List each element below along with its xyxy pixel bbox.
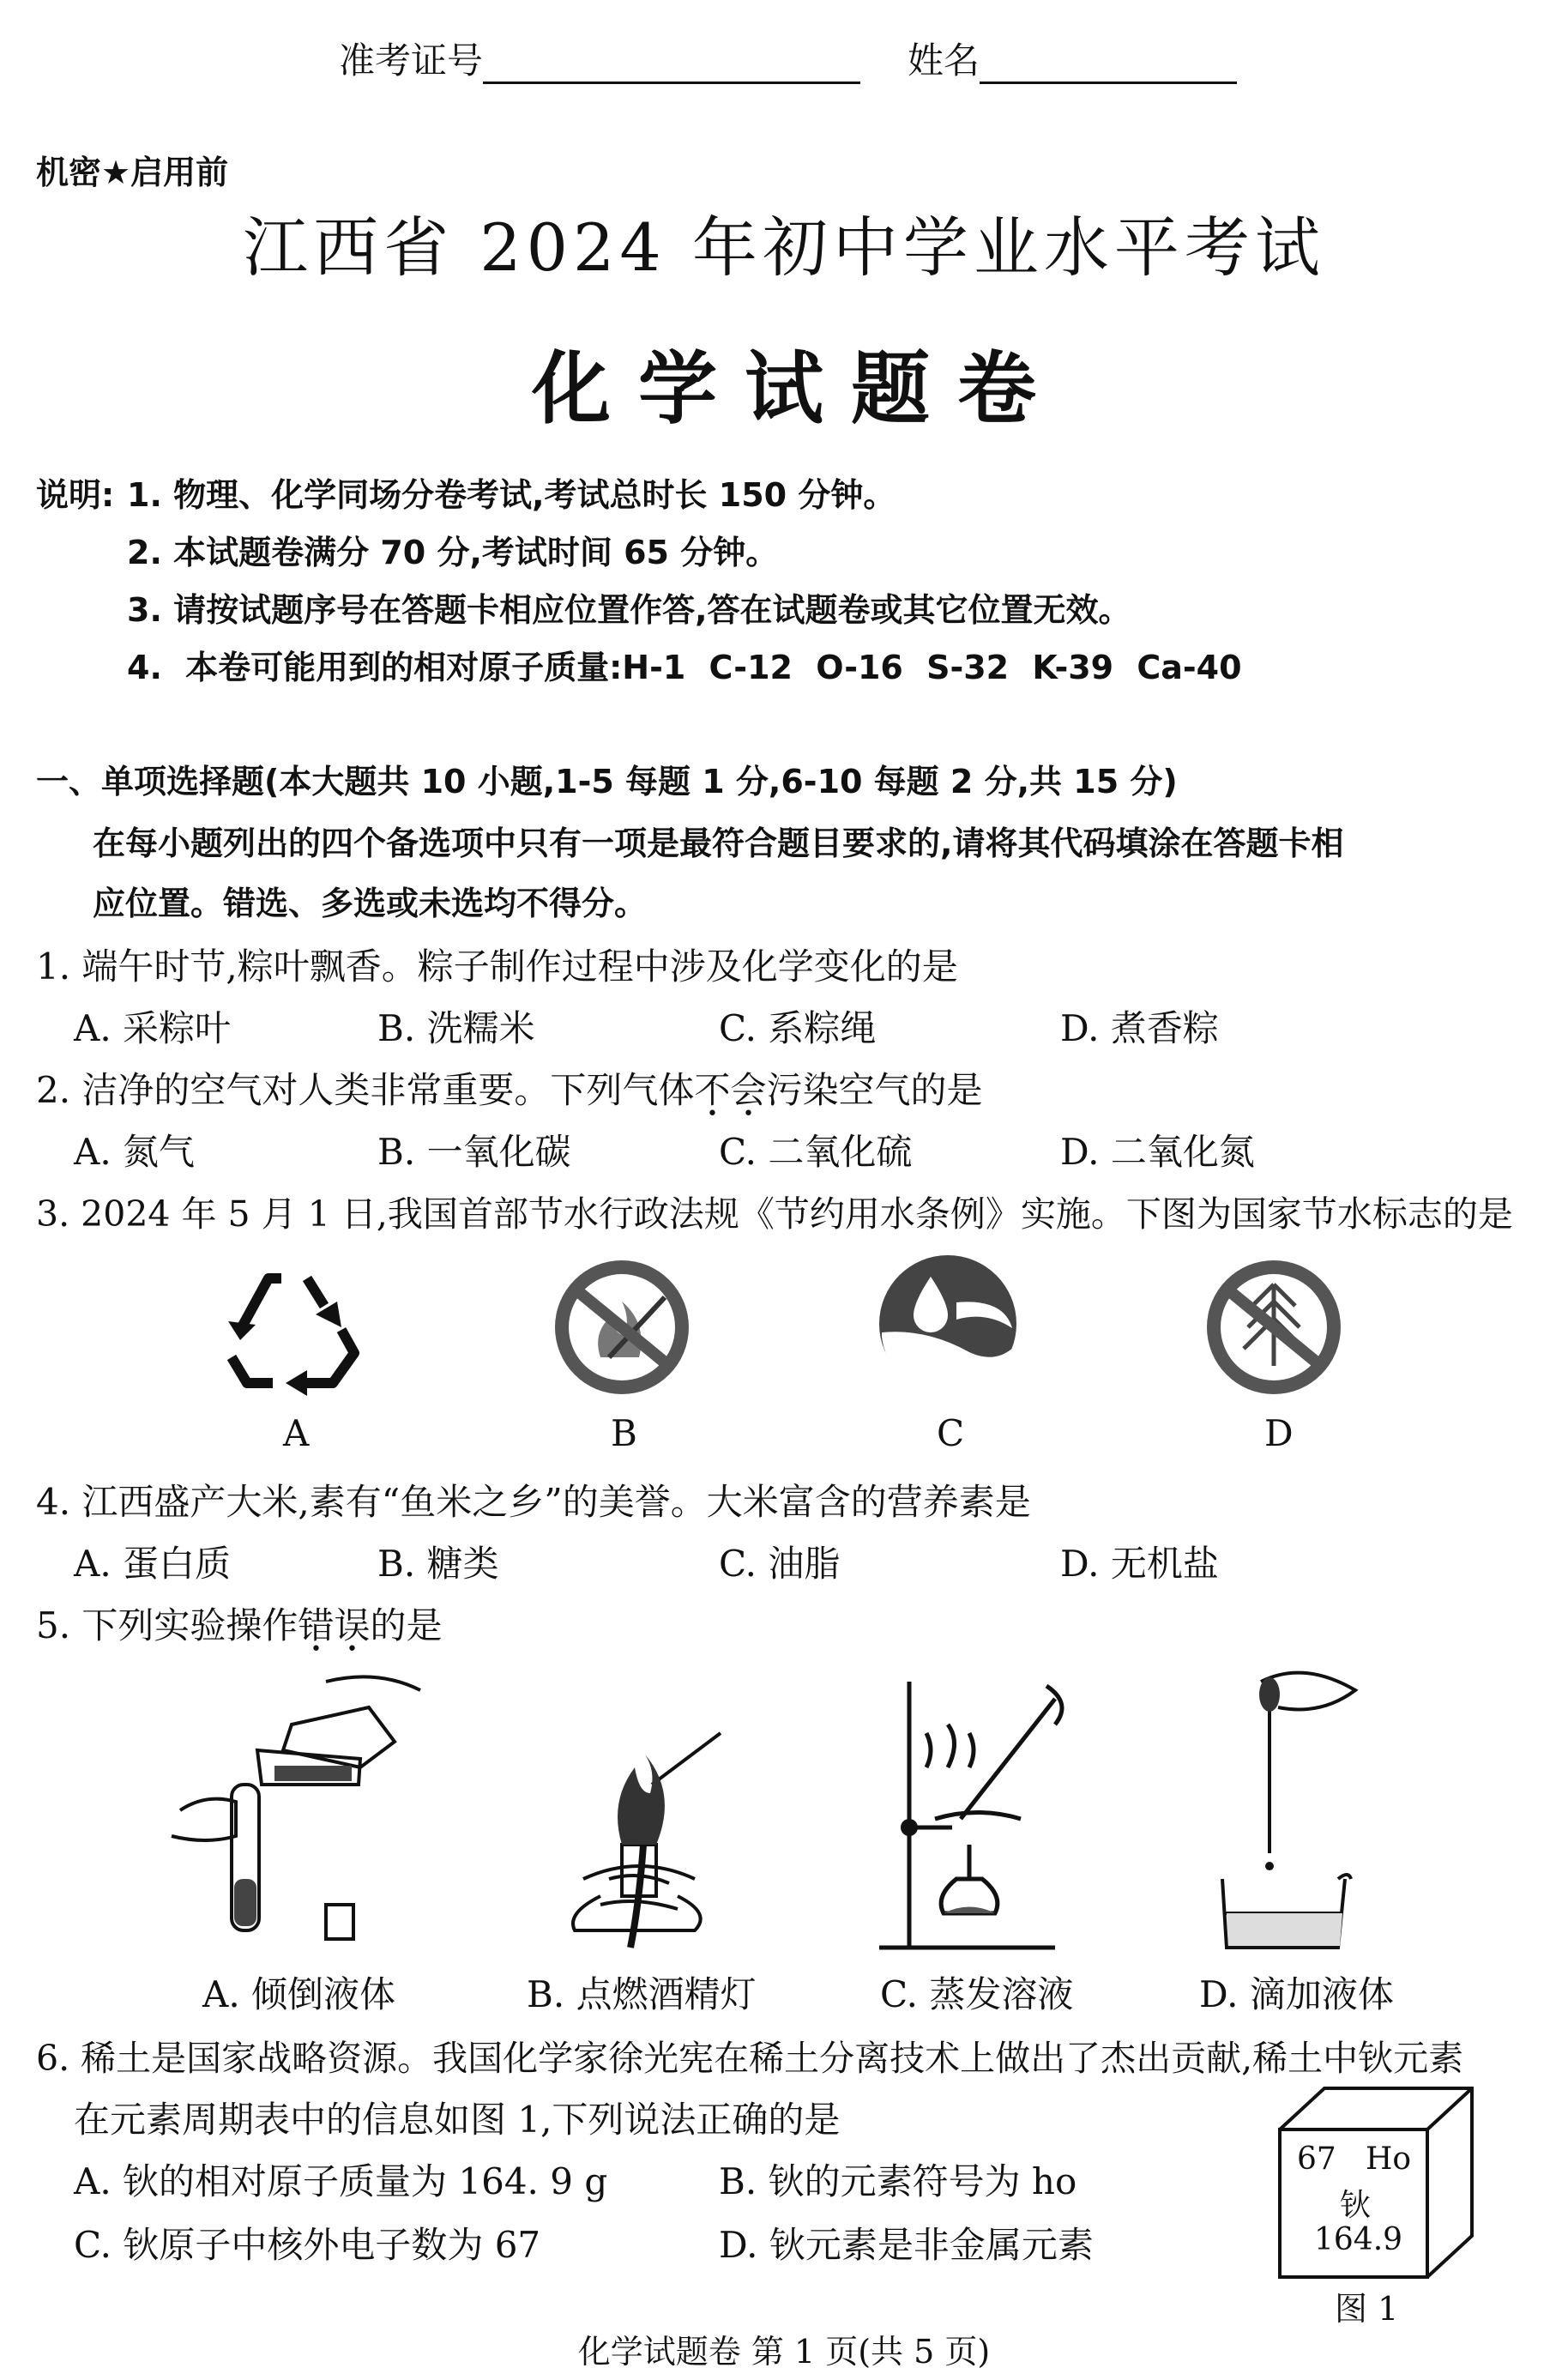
name-label: 姓名 bbox=[908, 39, 980, 82]
q1-option-a[interactable]: A. 采粽叶 bbox=[74, 1007, 232, 1049]
name-field bbox=[908, 33, 1237, 84]
q3-stem: 3. 2024 年 5 月 1 日,我国首部节水行政法规《节约用水条例》实施。下图为国家节水标志的是 bbox=[36, 1193, 1513, 1235]
instruction-item-4: 4. 本卷可能用到的相对原子质量:H-1 C-12 O-16 S-32 K-39 Ca-40 bbox=[127, 649, 1242, 686]
q2-option-a[interactable]: A. 氮气 bbox=[74, 1131, 196, 1173]
q1-option-b[interactable]: B. 洗糯米 bbox=[377, 1007, 535, 1049]
q2-option-d[interactable]: D. 二氧化氮 bbox=[1060, 1131, 1255, 1173]
q1-stem: 1. 端午时节,粽叶飘香。粽子制作过程中涉及化学变化的是 bbox=[36, 945, 958, 988]
water-saving-icon[interactable] bbox=[875, 1251, 1021, 1397]
element-symbol: Ho bbox=[1366, 2141, 1412, 2177]
page-footer: 化学试题卷 第 1 页(共 5 页) bbox=[577, 2333, 991, 2371]
q5-option-c[interactable]: C. 蒸发溶液 bbox=[880, 1973, 1074, 2015]
q5-option-b[interactable]: B. 点燃酒精灯 bbox=[527, 1973, 757, 2015]
instructions-label: 说明: bbox=[36, 476, 115, 514]
instruction-item-2: 2. 本试题卷满分 70 分,考试时间 65 分钟。 bbox=[127, 534, 779, 571]
q6-option-c[interactable]: C. 钬原子中核外电子数为 67 bbox=[74, 2224, 541, 2266]
secret-note: 机密★启用前 bbox=[36, 154, 229, 191]
q6-option-b[interactable]: B. 钬的元素符号为 ho bbox=[719, 2160, 1077, 2202]
section1-heading: 一、单项选择题(本大题共 10 小题,1-5 每题 1 分,6-10 每题 2 分,共 15 分) bbox=[36, 763, 1178, 800]
q4-option-a[interactable]: A. 蛋白质 bbox=[74, 1543, 232, 1585]
q2-emphasis-1: 不 bbox=[694, 1069, 731, 1111]
q6-stem-line1: 6. 稀土是国家战略资源。我国化学家徐光宪在稀土分离技术上做出了杰出贡献,稀土中钬元素 bbox=[36, 2038, 1464, 2079]
q4-stem: 4. 江西盛产大米,素有“鱼米之乡”的美誉。大米富含的营养素是 bbox=[36, 1481, 1031, 1523]
q1-option-c[interactable]: C. 系粽绳 bbox=[719, 1007, 877, 1049]
light-alcohol-lamp-illustration[interactable] bbox=[549, 1707, 746, 1965]
q3-option-b[interactable]: B bbox=[611, 1412, 637, 1454]
q6-stem-line2: 在元素周期表中的信息如图 1,下列说法正确的是 bbox=[74, 2099, 841, 2141]
figure-caption: 图 1 bbox=[1335, 2290, 1399, 2328]
q2-stem bbox=[36, 1062, 982, 1114]
q3-option-a[interactable]: A bbox=[283, 1412, 310, 1454]
instruction-item-3: 3. 请按试题序号在答题卡相应位置作答,答在试题卷或其它位置无效。 bbox=[127, 591, 1131, 629]
pour-liquid-illustration[interactable] bbox=[154, 1664, 437, 1956]
exam-title: 江西省 2024 年初中学业水平考试 bbox=[243, 209, 1325, 286]
q4-option-c[interactable]: C. 油脂 bbox=[719, 1543, 841, 1585]
q3-option-d[interactable]: D bbox=[1264, 1412, 1294, 1454]
q6-option-a[interactable]: A. 钬的相对原子质量为 164. 9 g bbox=[74, 2160, 608, 2202]
element-name: 钬 bbox=[1340, 2188, 1372, 2223]
exam-id-label: 准考证号 bbox=[339, 39, 484, 82]
q5-emphasis-1: 错 bbox=[298, 1604, 335, 1646]
element-atomic-number: 67 bbox=[1297, 2141, 1336, 2177]
exam-id-blank[interactable] bbox=[483, 44, 860, 84]
q3-option-c[interactable]: C bbox=[937, 1412, 965, 1454]
q5-stem-post: 的是 bbox=[370, 1604, 443, 1646]
element-mass: 164.9 bbox=[1314, 2222, 1403, 2257]
q5-option-d[interactable]: D. 滴加液体 bbox=[1199, 1973, 1394, 2015]
q4-option-d[interactable]: D. 无机盐 bbox=[1060, 1543, 1219, 1585]
name-blank[interactable] bbox=[980, 44, 1237, 84]
q2-option-b[interactable]: B. 一氧化碳 bbox=[377, 1131, 571, 1173]
q5-emphasis-2: 误 bbox=[334, 1604, 371, 1646]
q5-stem bbox=[36, 1598, 442, 1649]
recycle-icon[interactable] bbox=[221, 1254, 367, 1400]
no-logging-icon[interactable] bbox=[1201, 1254, 1347, 1400]
q2-stem-post: 污染空气的是 bbox=[766, 1069, 983, 1111]
exam-id-field bbox=[339, 33, 860, 84]
q2-option-c[interactable]: C. 二氧化硫 bbox=[719, 1131, 913, 1173]
q1-option-d[interactable]: D. 煮香粽 bbox=[1060, 1007, 1219, 1049]
add-liquid-dropper-illustration[interactable] bbox=[1209, 1664, 1398, 1956]
instruction-item-1: 1. 物理、化学同场分卷考试,考试总时长 150 分钟。 bbox=[127, 476, 896, 514]
section1-desc-line1: 在每小题列出的四个备选项中只有一项是最符合题目要求的,请将其代码填涂在答题卡相 bbox=[93, 825, 1344, 862]
evaporate-solution-illustration[interactable] bbox=[875, 1673, 1107, 1965]
q5-stem-pre: 5. 下列实验操作 bbox=[36, 1604, 299, 1646]
q2-stem-pre: 2. 洁净的空气对人类非常重要。下列气体 bbox=[36, 1069, 695, 1111]
q4-option-b[interactable]: B. 糖类 bbox=[377, 1543, 499, 1585]
section1-desc-line2: 应位置。错选、多选或未选均不得分。 bbox=[93, 885, 648, 922]
q5-option-a[interactable]: A. 倾倒液体 bbox=[202, 1973, 396, 2015]
no-fire-icon[interactable] bbox=[549, 1254, 695, 1400]
q2-emphasis-2: 会 bbox=[730, 1069, 767, 1111]
subject-title: 化 学 试 题 卷 bbox=[531, 343, 1037, 435]
q6-option-d[interactable]: D. 钬元素是非金属元素 bbox=[719, 2224, 1094, 2266]
